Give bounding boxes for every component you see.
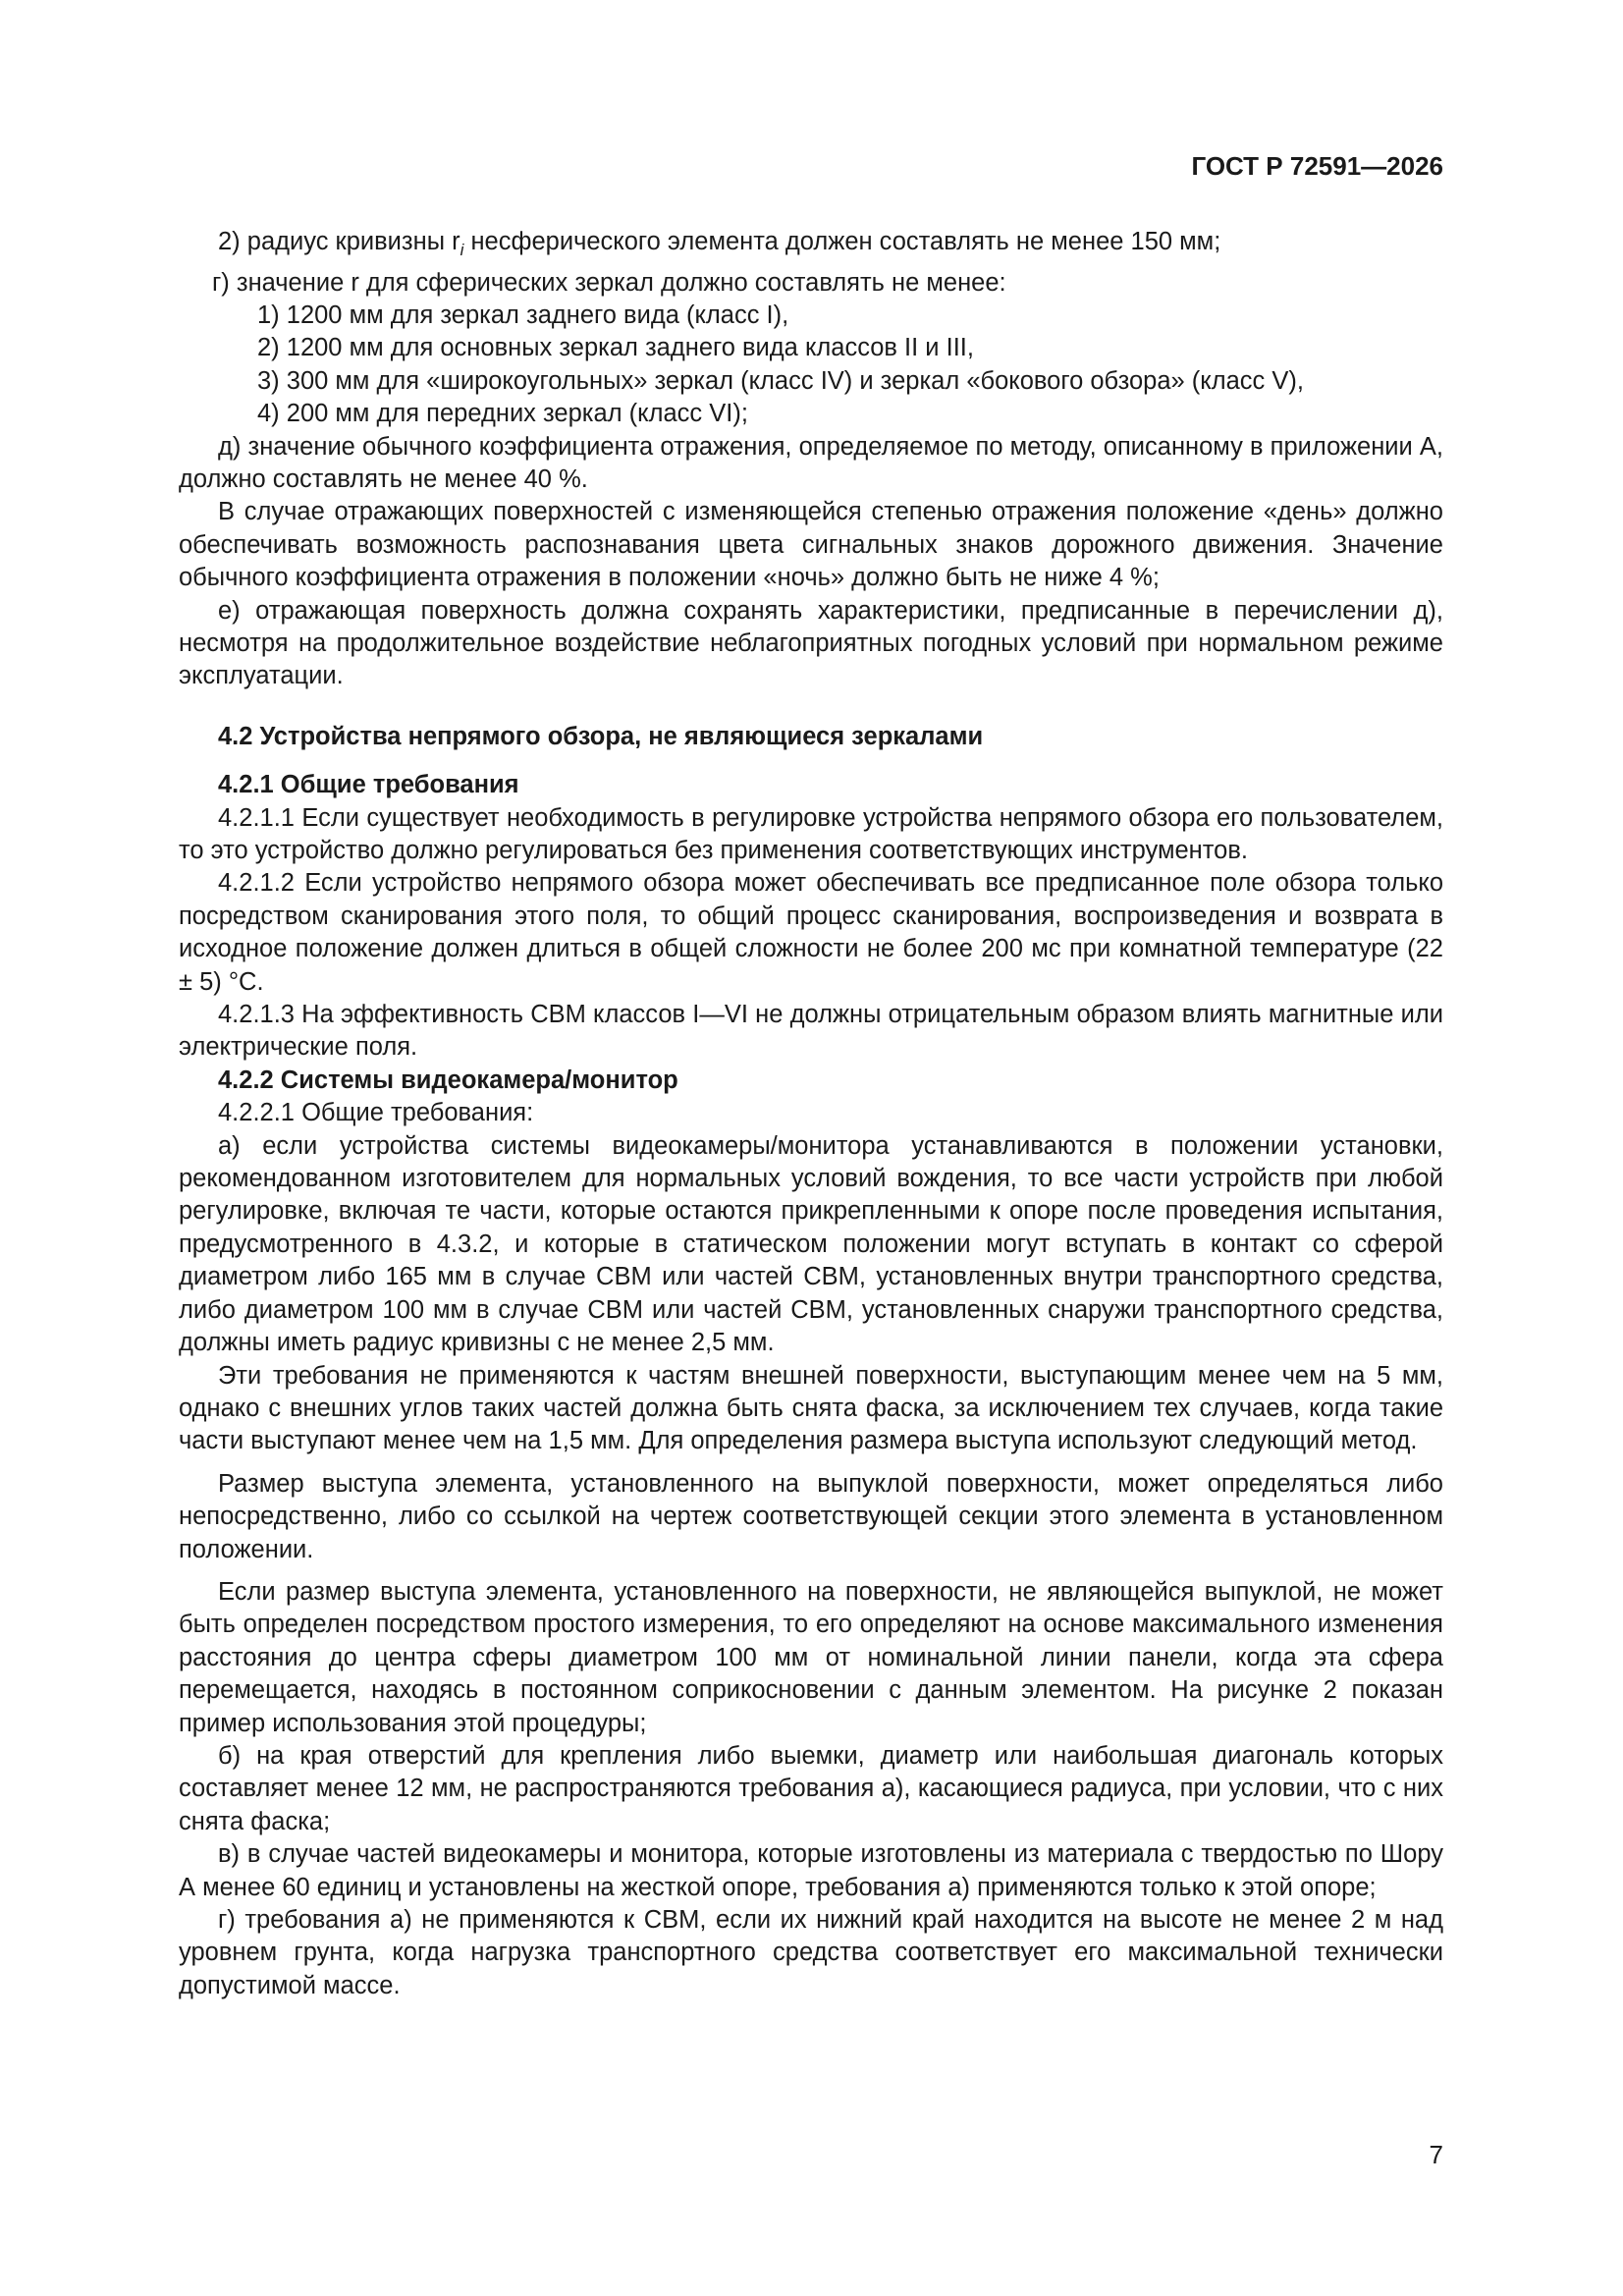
paragraph: 4.2.1.1 Если существует необходимость в регулировке устройства непрямого обзора его пользователем, то это устройство должно регулироваться без применения соответствующих инструментов. bbox=[179, 803, 1443, 864]
subsection-heading-4-2-2: 4.2.2 Системы видеокамера/монитор bbox=[218, 1066, 678, 1094]
document-id-header: ГОСТ Р 72591—2026 bbox=[1191, 151, 1443, 181]
paragraph: Если размер выступа элемента, установленного на поверхности, не являющейся выпуклой, не может быть определен посредством простого измерения, то его определяют на основе максимального изменения расстояния до центра сферы диаметром 100 мм от номинальной линии панели, когда эта сфера перемещается, находясь в постоянном соприкосновении с данным элементом. На рисунке 2 показан пример использования этой процедуры; bbox=[179, 1577, 1443, 1737]
list-item-text: 2) радиус кривизны r bbox=[218, 228, 460, 255]
paragraph: 4.2.1.3 На эффективность СВМ классов I—VI не должны отрицательным образом влиять магнитные или электрические поля. bbox=[179, 1001, 1443, 1062]
list-item: 2) 1200 мм для основных зеркал заднего вида классов II и III, bbox=[257, 334, 974, 362]
document-body bbox=[179, 226, 1443, 2002]
document-page bbox=[179, 0, 1443, 2296]
subscript: i bbox=[460, 241, 464, 260]
paragraph: Эти требования не применяются к частям внешней поверхности, выступающим менее чем на 5 мм, однако с внешних углов таких частей должна быть снята фаска, за исключением тех случаев, когда такие части выступают менее чем на 1,5 мм. Для определения размера выступа используют следующий метод. bbox=[179, 1361, 1443, 1455]
paragraph: В случае отражающих поверхностей с изменяющейся степенью отражения положение «день» должно обеспечивать возможность распознавания цвета сигнальных знаков дорожного движения. Значение обычного коэффициента отражения в положении «ночь» должно быть не ниже 4 %; bbox=[179, 498, 1443, 592]
paragraph: 4.2.1.2 Если устройство непрямого обзора может обеспечивать все предписанное поле обзора только посредством сканирования этого поля, то общий процесс сканирования, воспроизведения и возврата в исходное положение должен длиться в общей сложности не более 200 мс при комнатной температуре (22 ± 5) °С. bbox=[179, 869, 1443, 996]
paragraph: е) отражающая поверхность должна сохранять характеристики, предписанные в перечислении д), несмотря на продолжительное воздействие неблагоприятных погодных условий при нормальном режиме эксплуатации. bbox=[179, 596, 1443, 690]
paragraph: 4.2.2.1 Общие требования: bbox=[218, 1099, 534, 1127]
list-item: г) значение r для сферических зеркал должно составлять не менее: bbox=[212, 268, 1006, 297]
list-item: 1) 1200 мм для зеркал заднего вида (класс I), bbox=[257, 301, 789, 329]
paragraph: в) в случае частей видеокамеры и монитора, которые изготовлены из материала с твердостью по Шору А менее 60 единиц и установлены на жесткой опоре, требования а) применяются только к этой опоре; bbox=[179, 1840, 1443, 1901]
paragraph: б) на края отверстий для крепления либо выемки, диаметр или наибольшая диагональ которых составляет менее 12 мм, не распространяются требования а), касающиеся радиуса, при условии, что с них снята фаска; bbox=[179, 1741, 1443, 1835]
list-item: 3) 300 мм для «широкоугольных» зеркал (класс IV) и зеркал «бокового обзора» (класс V), bbox=[257, 366, 1304, 395]
list-item-text: несферического элемента должен составлять не менее 150 мм; bbox=[463, 228, 1221, 255]
paragraph: Размер выступа элемента, установленного на выпуклой поверхности, может определяться либо непосредственно, либо со ссылкой на чертеж соответствующей секции этого элемента в установленном положении. bbox=[179, 1469, 1443, 1563]
list-item: 4) 200 мм для передних зеркал (класс VI); bbox=[257, 400, 748, 428]
paragraph: а) если устройства системы видеокамеры/монитора устанавливаются в положении установки, рекомендованном изготовителем для нормальных условий вождения, то все части устройств при любой регулировке, включая те части, которые остаются прикрепленными к опоре после проведения испытания, предусмотренного в 4.3.2, и которые в статическом положении могут вступать в контакт со сферой диаметром либо 165 мм в случае СВМ или частей СВМ, установленных внутри транспортного средства, либо диаметром 100 мм в случае СВМ или частей СВМ, установленных снаружи транспортного средства, должны иметь радиус кривизны c не менее 2,5 мм. bbox=[179, 1131, 1443, 1357]
page-number: 7 bbox=[1429, 2140, 1443, 2169]
paragraph: д) значение обычного коэффициента отражения, определяемое по методу, описанному в приложении А, должно составлять не менее 40 %. bbox=[179, 432, 1443, 493]
subsection-heading-4-2-1: 4.2.1 Общие требования bbox=[218, 771, 519, 799]
paragraph: г) требования а) не применяются к СВМ, если их нижний край находится на высоте не менее 2 м над уровнем грунта, когда нагрузка транспортного средства соответствует его максимальной технически допустимой массе. bbox=[179, 1906, 1443, 1999]
section-heading-4-2: 4.2 Устройства непрямого обзора, не являющиеся зеркалами bbox=[218, 722, 984, 750]
list-item bbox=[179, 226, 1443, 267]
